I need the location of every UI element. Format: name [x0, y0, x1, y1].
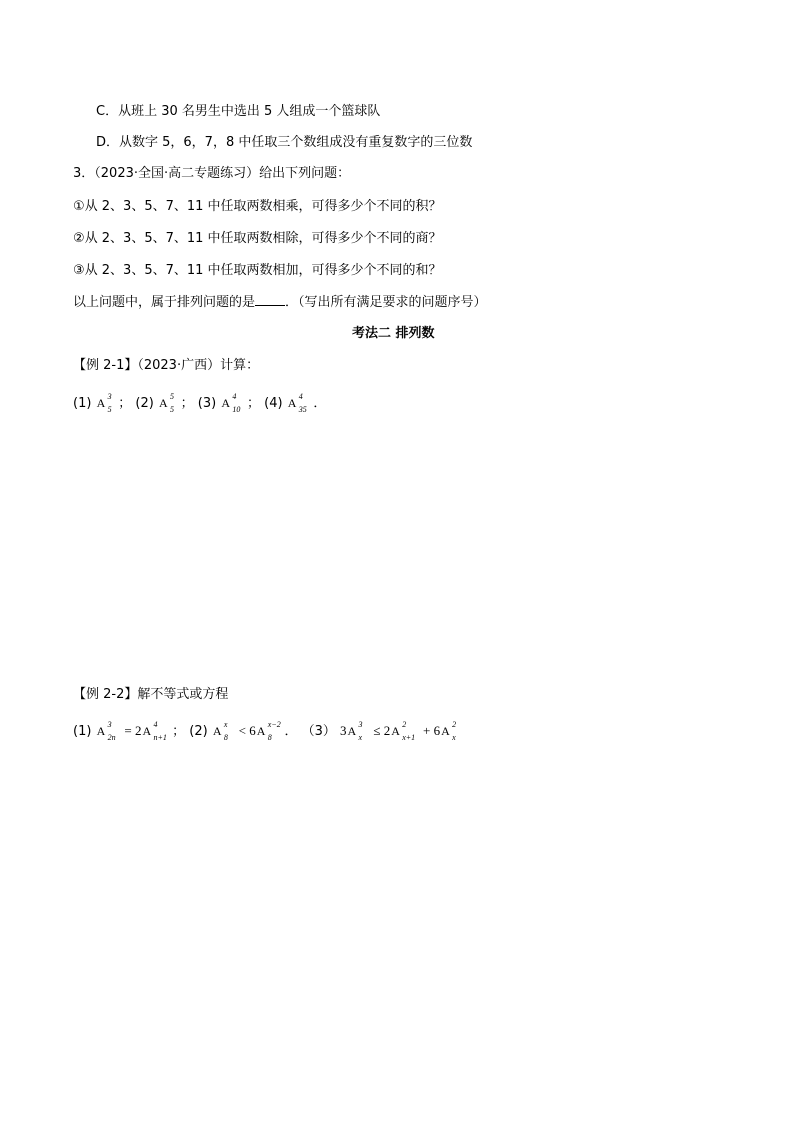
- ex21-item-3: (3) A 4 10 ；: [197, 392, 261, 414]
- ex21-item-4: (4) A 4 35 ．: [264, 392, 327, 414]
- ex21-item-1: (1) A 3 5 ；: [73, 392, 132, 414]
- question-3-header: 3．（2023·全国·高二专题练习）给出下列问题：: [73, 166, 351, 181]
- ex22-eq-2: (2) A x 8 < 6A x−2 8 ．: [189, 720, 298, 742]
- question-3-item-3: ③从 2、3、5、7、11 中任取两数相加，可得多少个不同的和？: [73, 263, 442, 278]
- ex22-eq-1: (1) A 3 2n = 2A 4 n+1 ；: [73, 720, 186, 742]
- question-3-prompt: [73, 293, 487, 312]
- example-2-1-items: [73, 394, 326, 413]
- example-2-2-label: 【例 2-2】解不等式或方程: [73, 687, 229, 702]
- question-3-item-2: ②从 2、3、5、7、11 中任取两数相除，可得多少个不同的商？: [73, 231, 442, 246]
- example-2-1-label: 【例 2-1】（2023·广西）计算：: [73, 358, 260, 373]
- ex21-item-2: (2) A 5 5 ；: [135, 392, 194, 414]
- option-d: D．从数字 5，6，7，8 中任取三个数组成没有重复数字的三位数: [96, 135, 473, 150]
- question-3-prompt-tail: ．（写出所有满足要求的问题序号）: [285, 295, 487, 310]
- option-c: C．从班上 30 名男生中选出 5 人组成一个篮球队: [96, 104, 381, 119]
- question-3-prompt-text: 以上问题中，属于排列问题的是: [73, 295, 256, 310]
- answer-blank[interactable]: [255, 293, 285, 306]
- question-3-item-1: ①从 2、3、5、7、11 中任取两数相乘，可得多少个不同的积？: [73, 199, 442, 214]
- ex22-eq-3: （3） 3A 3 x ≤ 2A 2 x+1 + 6A 2 x: [301, 720, 457, 742]
- section-title: 考法二 排列数: [352, 326, 435, 341]
- example-2-2-equations: [73, 722, 463, 741]
